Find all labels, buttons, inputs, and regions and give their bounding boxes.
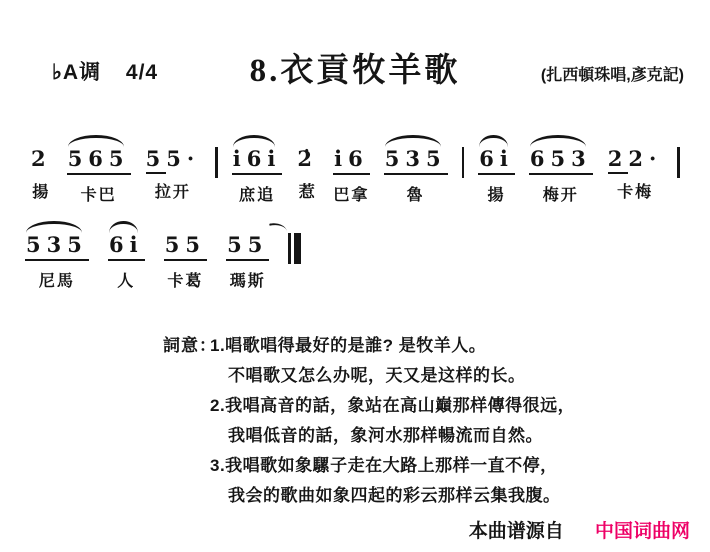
meaning-label: 詞意： bbox=[163, 336, 217, 355]
note-group bbox=[30, 146, 53, 202]
note-group bbox=[108, 232, 145, 291]
note-group bbox=[226, 232, 269, 291]
music-line-2 bbox=[25, 232, 301, 291]
note-group bbox=[384, 146, 448, 205]
note-digits: 565 bbox=[67, 146, 131, 175]
lyric-text: 魯 bbox=[406, 187, 425, 204]
note-group bbox=[145, 146, 202, 202]
lyric-text: 庶追 bbox=[239, 187, 276, 204]
meaning-lines bbox=[163, 331, 575, 511]
note-group bbox=[232, 146, 283, 205]
slur-arc bbox=[479, 135, 508, 147]
lyrics-meaning-block bbox=[163, 331, 575, 511]
note-group bbox=[478, 146, 515, 205]
bar-line bbox=[462, 147, 465, 178]
slur-arc bbox=[233, 135, 276, 147]
meaning-line: 3.我唱歌如象騾子走在大路上那样一直不停， bbox=[210, 456, 558, 475]
site-name: 中国词曲网 bbox=[594, 521, 690, 542]
lyric-text: 卡巴 bbox=[80, 187, 117, 204]
performer-credit: (扎西頓珠唱,彥克記) bbox=[540, 67, 684, 84]
lyric-text: 巴拿 bbox=[333, 187, 370, 204]
note-digits: 653 bbox=[529, 146, 593, 175]
key-signature-text: ♭A调 bbox=[52, 61, 102, 84]
lyric-text: 尼馬 bbox=[38, 273, 75, 290]
lyric-text: 拉开 bbox=[154, 184, 191, 201]
note-group bbox=[296, 146, 319, 202]
note-digits: 22· bbox=[607, 146, 664, 172]
note-digits: 6i bbox=[478, 146, 515, 175]
note-digits: 2 bbox=[31, 146, 52, 171]
lyric-text: 揚 bbox=[487, 187, 506, 204]
lyric-text: 揚 bbox=[32, 184, 51, 201]
slur-arc bbox=[385, 135, 441, 147]
note-digits: 2̇ bbox=[297, 146, 319, 171]
lyric-text: 瑪斯 bbox=[229, 273, 266, 290]
final-bar-line bbox=[288, 233, 301, 264]
note-digits: 55· bbox=[145, 146, 202, 172]
lyric-text: 梅开 bbox=[542, 187, 579, 204]
note-digits: i6 bbox=[333, 146, 370, 175]
slur-arc bbox=[68, 135, 124, 147]
meaning-line: 不唱歌又怎么办呢，天又是这样的长。 bbox=[228, 366, 526, 385]
time-signature: 4/4 bbox=[125, 61, 159, 84]
note-digits: 55 bbox=[226, 232, 269, 261]
slur-arc bbox=[109, 221, 138, 233]
footer-source-text: 本曲谱源自 bbox=[468, 521, 564, 542]
bar-line bbox=[677, 147, 680, 178]
slur-arc bbox=[530, 135, 586, 147]
meaning-line: 我会的歌曲如象四起的彩云那样云集我腹。 bbox=[228, 486, 561, 505]
note-digits: 55 bbox=[164, 232, 207, 261]
note-group bbox=[607, 146, 664, 202]
bar-line bbox=[215, 147, 218, 178]
note-group bbox=[25, 232, 89, 291]
slur-arc bbox=[26, 221, 82, 233]
note-group bbox=[67, 146, 131, 205]
note-group bbox=[164, 232, 207, 291]
lyric-text: 人 bbox=[117, 273, 136, 290]
lyric-text: 卡葛 bbox=[167, 273, 204, 290]
note-digits: i6i bbox=[232, 146, 283, 175]
note-group bbox=[333, 146, 370, 205]
note-digits: 6i bbox=[108, 232, 145, 261]
tie-mark bbox=[269, 220, 287, 234]
meaning-line: 1.唱歌唱得最好的是誰? 是牧羊人。 bbox=[210, 336, 487, 355]
meaning-line: 2.我唱高音的話，象站在高山巔那样傳得很远， bbox=[210, 396, 576, 415]
note-digits: 535 bbox=[384, 146, 448, 175]
note-group bbox=[529, 146, 593, 205]
meaning-line: 我唱低音的話，象河水那样暢流而自然。 bbox=[228, 426, 543, 445]
song-title: 8.衣貢牧羊歌 bbox=[249, 53, 461, 89]
lyric-text: 惹 bbox=[298, 184, 317, 201]
note-digits: 535 bbox=[25, 232, 89, 261]
lyric-text: 卡梅 bbox=[617, 184, 654, 201]
music-line-1 bbox=[30, 146, 680, 205]
footer bbox=[469, 516, 690, 543]
